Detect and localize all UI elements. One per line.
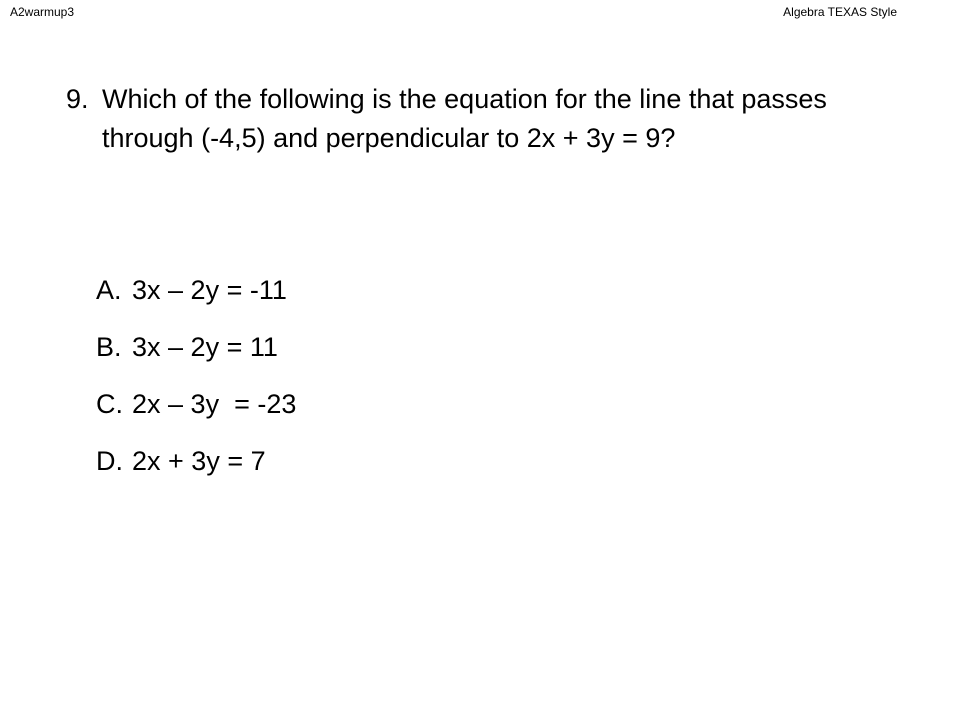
choice-letter: B.: [96, 332, 122, 362]
choice-letter: C.: [96, 389, 124, 419]
choice-letter: A.: [96, 275, 122, 305]
answer-choices: [66, 230, 297, 476]
choice-letter: D.: [96, 446, 124, 476]
page-header: [10, 4, 897, 20]
question-number: 9.: [66, 84, 89, 114]
question-text: Which of the following is the equation for the line that passes through (-4,5) and perpendicular to 2x + 3y = 9?: [102, 84, 827, 153]
answer-choice-a: [66, 230, 296, 305]
choice-text: 3x – 2y = -11: [132, 275, 287, 305]
header-left-label: A2warmup3: [10, 5, 75, 19]
choice-text: 2x – 3y = -23: [132, 389, 297, 419]
question: [66, 80, 926, 158]
header-right-label: Algebra TEXAS Style: [783, 5, 897, 19]
choice-text: 2x + 3y = 7: [132, 446, 266, 476]
choice-text: 3x – 2y = 11: [132, 332, 278, 362]
